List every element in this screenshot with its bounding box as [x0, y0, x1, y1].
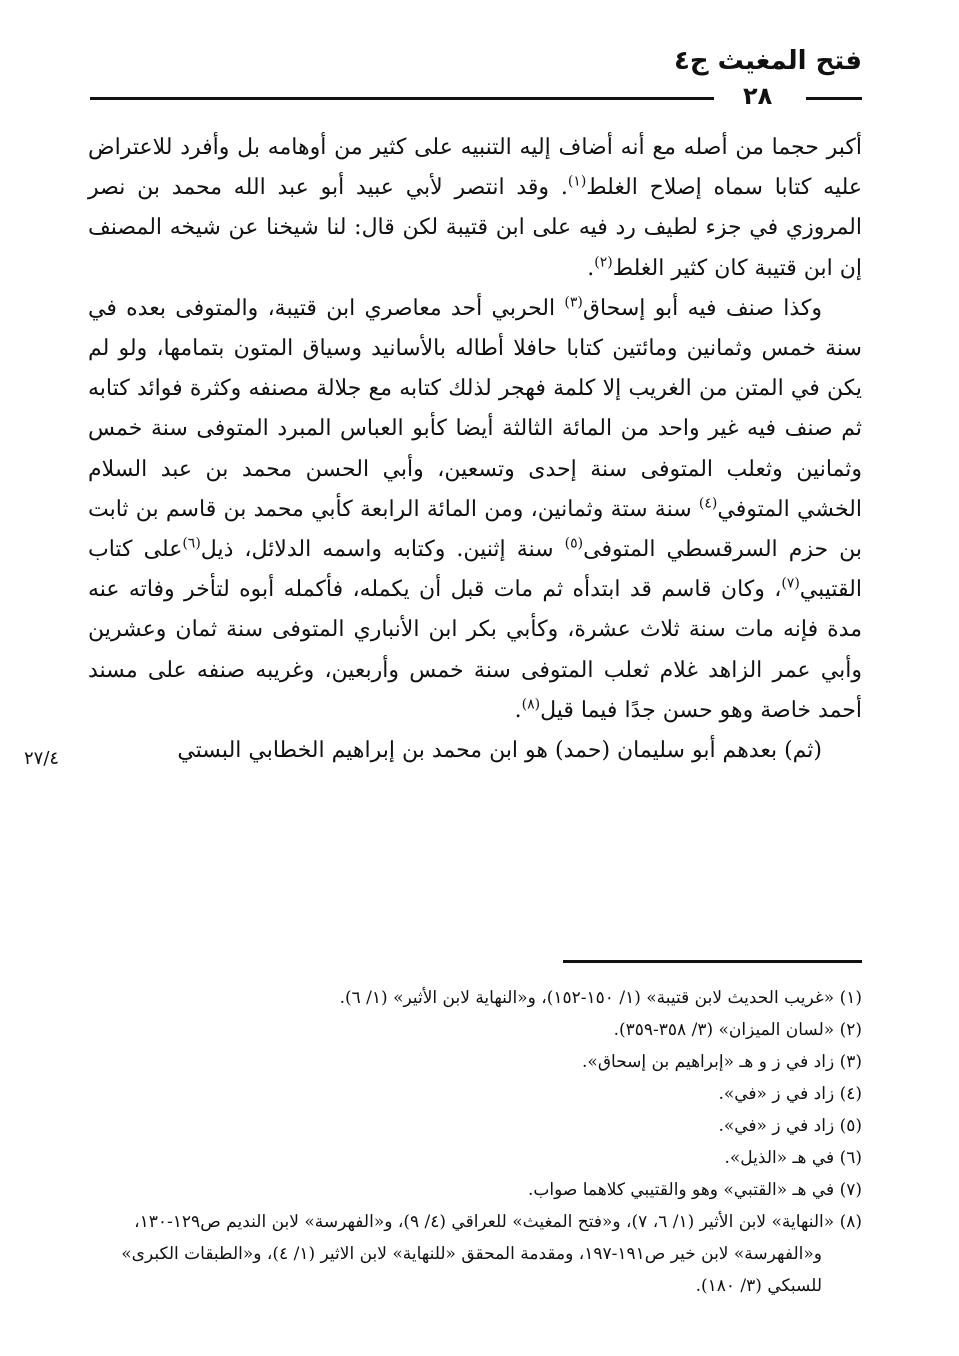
footnote: (٢) «لسان الميزان» (٣/ ٣٥٨-٣٥٩). [613, 1020, 862, 1040]
text-run: (ثم) بعدهم أبو سليمان (حمد) هو ابن محمد بن إبراهيم الخطابي البستي [177, 738, 822, 764]
text-run: سنة ستة وثمانين، ومن المائة الرابعة كأبي محمد بن قاسم بن ثابت بن حزم السرقسطي المتوفى [88, 496, 862, 563]
footnote-ref: (٦) [182, 535, 201, 552]
running-title: فتح المغيث ج٤ [673, 46, 862, 76]
header-rule [90, 97, 714, 100]
footnote: (٧) في هـ «القتبي» وهو والقتيبي كلاهما صواب. [528, 1180, 862, 1200]
text-run: . [514, 697, 522, 723]
text-run: . وقد انتصر لأبي عبيد أبو عبد الله محمد بن نصر المروزي في جزء لطيف رد فيه على ابن قتيبة لكن قال: لنا شيخنا عن شيخه المصنف إن ابن قتيبة كان كثير الغلط [88, 175, 862, 281]
footnotes [88, 982, 862, 1302]
text-run: على كتاب القتيبي [88, 537, 862, 603]
text-run: أكبر حجما من أصله مع أنه أضاف إليه التنبيه على كثير من أوهامه بل وأفرد للاعتراض عليه كتابا سماه إصلاح الغلط [88, 135, 862, 201]
footnote-ref: (٣) [564, 294, 583, 311]
paragraph [88, 289, 862, 731]
footnote-ref: (٢) [594, 254, 613, 271]
footnote-ref: (٤) [698, 495, 718, 512]
header-rule-short [806, 97, 862, 100]
footnote-separator [563, 960, 862, 963]
footnote: (١) «غريب الحديث لابن قتيبة» (١/ ١٥٠-١٥٢)، و«النهاية لابن الأثير» (١/ ٦). [339, 988, 862, 1008]
paragraph [88, 731, 862, 771]
margin-note: ٢٧/٤ [24, 748, 60, 769]
footnote: (٤) زاد في ز «في». [718, 1084, 862, 1104]
main-text [88, 128, 862, 771]
text-run: . [587, 255, 595, 281]
footnote: (٨) «النهاية» لابن الأثير (١/ ٦، ٧)، و«فتح المغيث» للعراقي (٤/ ٩)، و«الفهرسة» لابن النديم ص١٢٩-١٣٠، و«الفهرسة» لابن خير ص١٩١-١٩٧، ومقدمة المحقق «للنهاية» لابن الاثير (١/ ٤)، و«الطبقات الكبرى» للسبكي (٣/ ١٨٠). [121, 1212, 862, 1296]
page-number: ٢٨ [743, 82, 773, 110]
footnote: (٦) في هـ «الذيل». [724, 1148, 862, 1168]
footnote-ref: (٨) [521, 696, 541, 713]
text-run: وكذا صنف فيه أبو إسحاق [582, 295, 822, 321]
footnote: (٣) زاد في ز و هـ «إبراهيم بن إسحاق». [582, 1052, 862, 1072]
text-run: سنة إثنين. وكتابه واسمه الدلائل، ذيل [200, 537, 565, 563]
footnote-ref: (١) [567, 173, 587, 190]
paragraph [88, 128, 862, 289]
footnote-ref: (٧) [781, 575, 800, 592]
footnote: (٥) زاد في ز «في». [718, 1116, 862, 1136]
text-run: الحربي أحد معاصري ابن قتيبة، والمتوفى بعده في سنة خمس وثمانين ومائتين كتابا حافلا أطاله بالأسانيد وسياق المتون بتمامها، ولو لم يكن في المتن من الغريب إلا كلمة فهجر لذلك كتابه مع جلالة مصنفه وكثرة فوائد كتابه ثم صنف فيه غير واحد من المائة الثالثة أيضا كأبو العباس المبرد المتوفى سنة خمس وثمانين وثعلب المتوفى سنة إحدى وتسعين، وأبي الحسن محمد بن عبد السلام الخشي المتوفي [88, 295, 862, 522]
text-run: ، وكان قاسم قد ابتدأه ثم مات قبل أن يكمله، فأكمله أبوه لتأخر وفاته عنه مدة فإنه مات سنة ثلاث عشرة، وكأبي بكر ابن الأنباري المتوفى سنة ثمان وعشرين وأبي عمر الزاهد غلام ثعلب المتوفى سنة خمس وأربعين، وغريبه صنفه على مسند أحمد خاصة وهو حسن جدًا فيما قيل [88, 577, 862, 723]
footnote-ref: (٥) [564, 535, 584, 552]
